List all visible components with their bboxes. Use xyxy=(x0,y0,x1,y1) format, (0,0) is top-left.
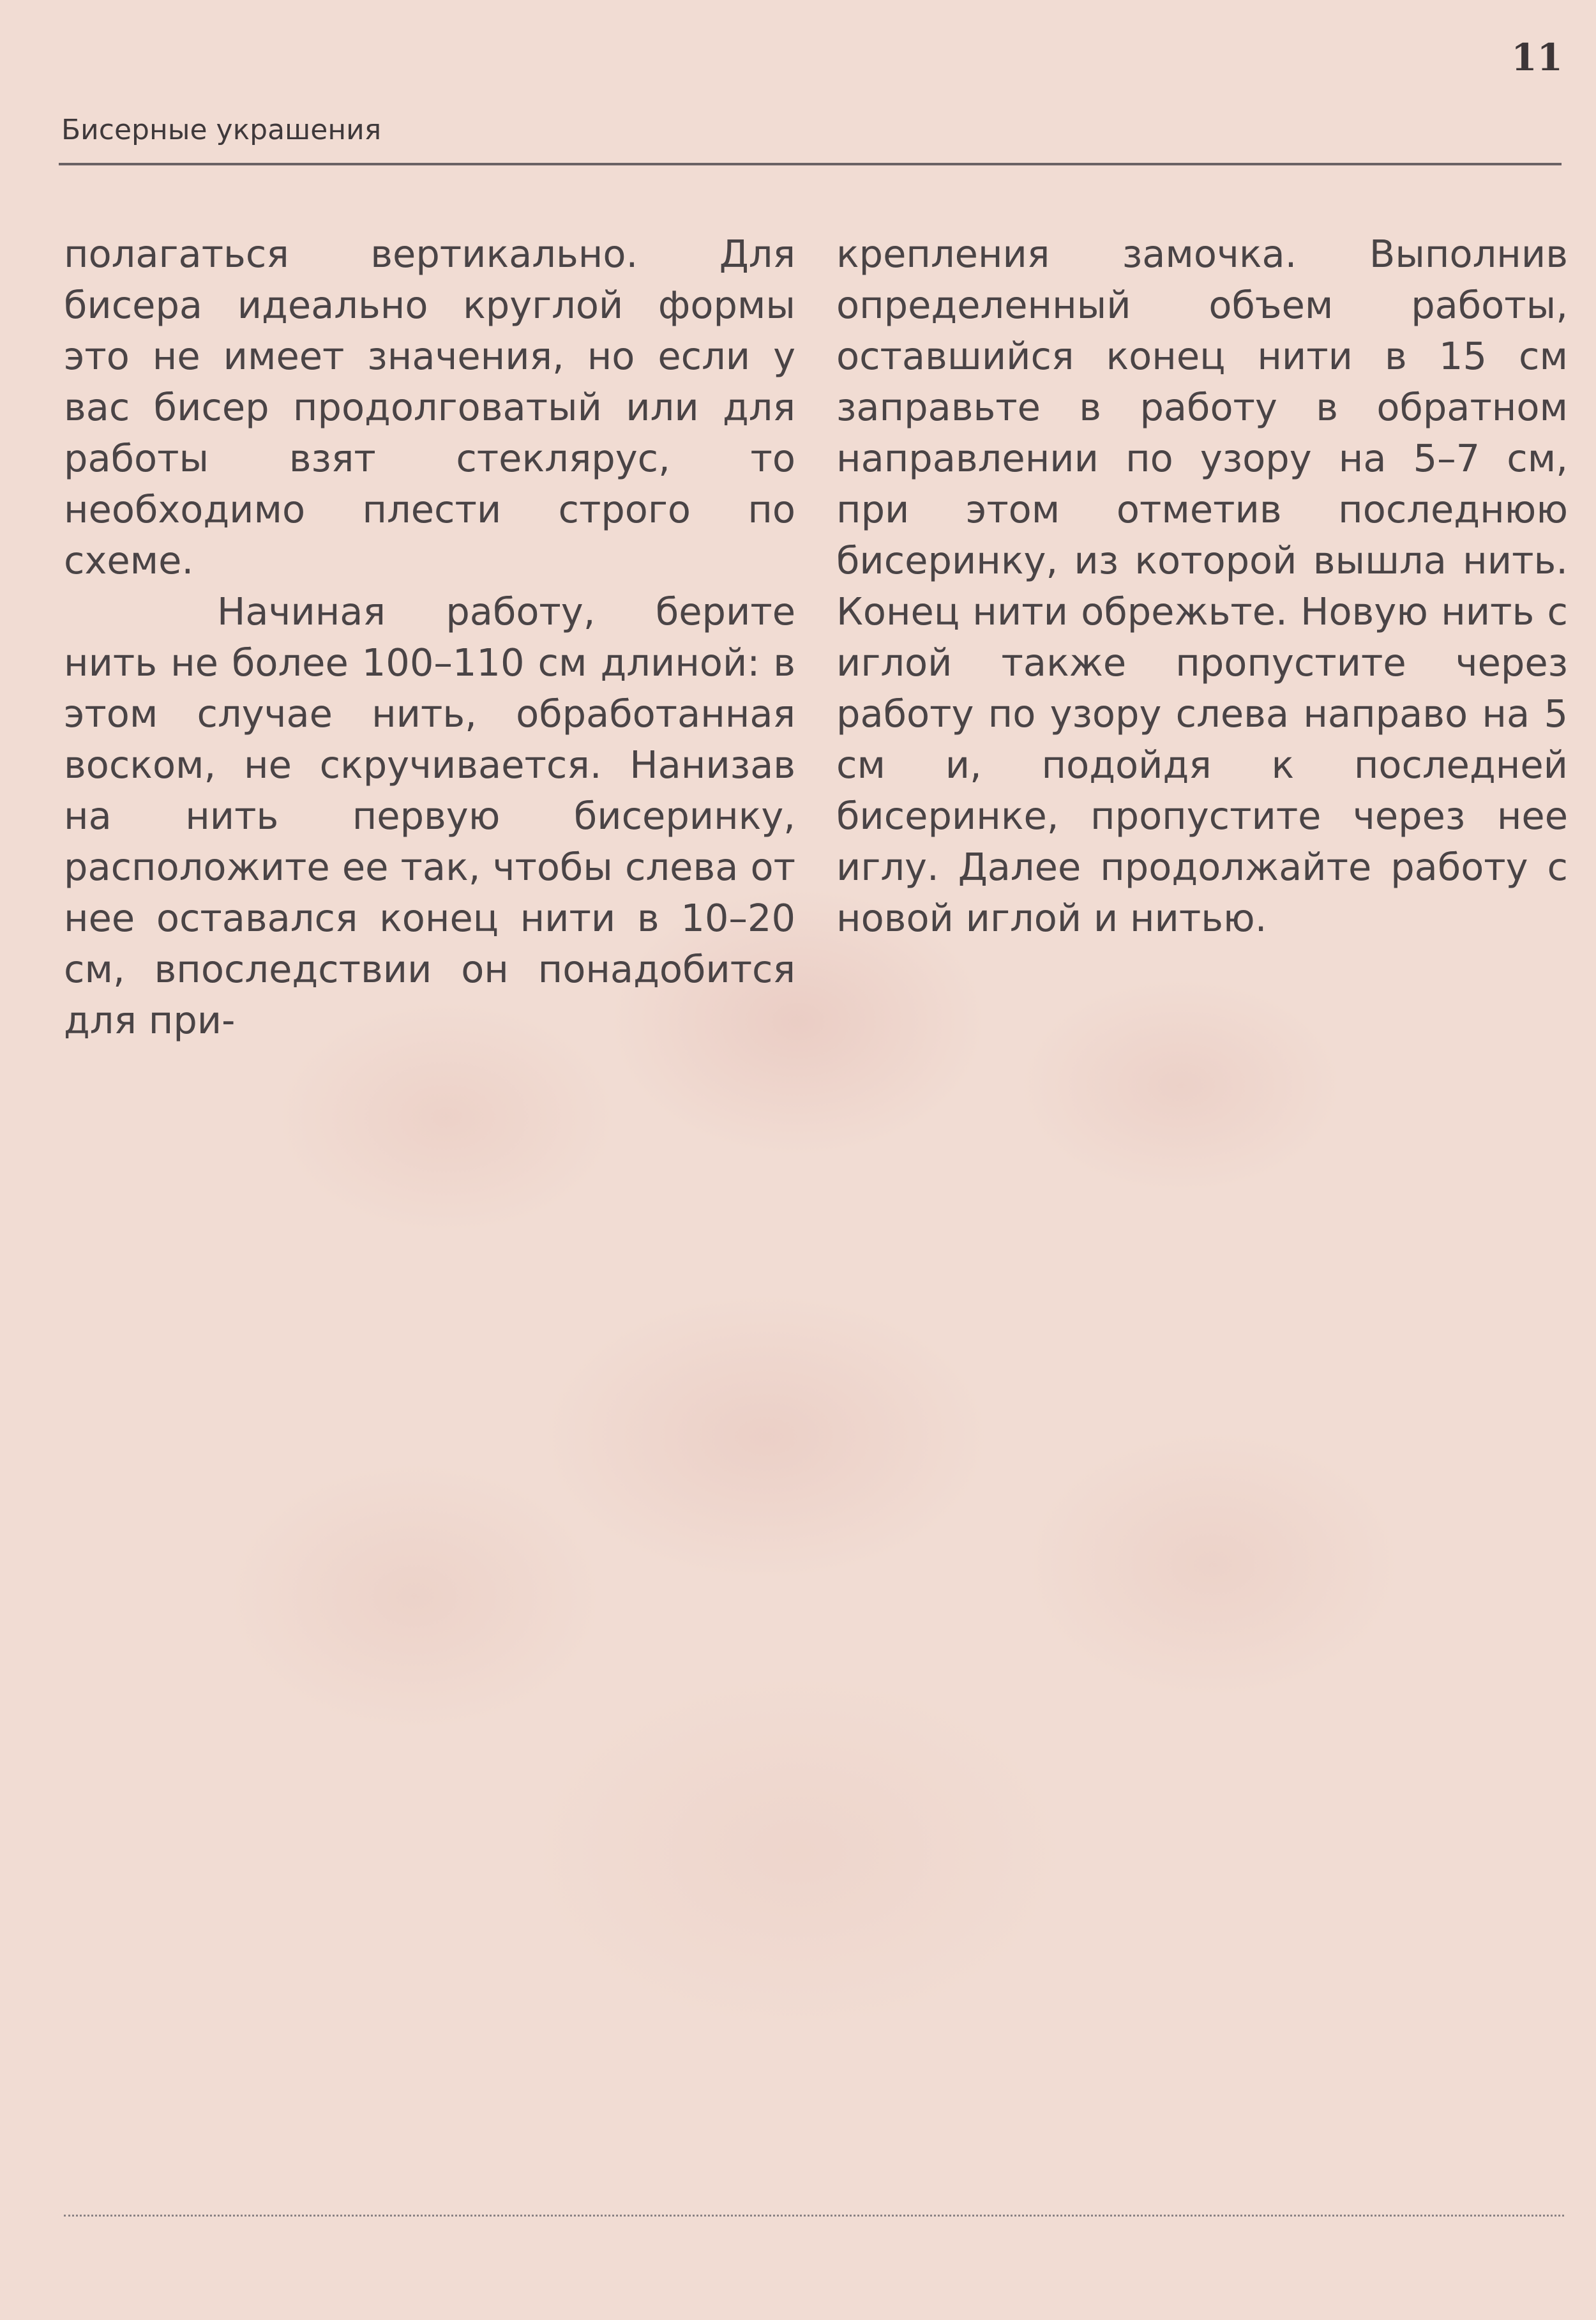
paragraph: крепления замочка. Выполнив определенный объем работы, оставшийся конец нити в 15 см заправьте в работу в обратном направлении по узору на 5–7 см, при этом отметив последнюю бисеринку, из которой вышла нить. Конец нити обрежьте. Новую нить с иглой также пропустите через работу по узору слева направо на 5 см и, подойдя к последней бисеринке, пропустите через нее иглу. Далее продолжайте работу с новой иглой и нитью. xyxy=(836,232,1568,940)
footer-divider xyxy=(64,2215,1564,2217)
right-text-column xyxy=(836,229,1568,944)
left-text-column xyxy=(64,229,795,1046)
paragraph: Начиная работу, берите нить не более 100–110 см длиной: в этом случае нить, обработанная воском, не скручивается. Нанизав на нить первую бисеринку, расположите ее так, чтобы слева от нее оставался конец нити в 10–20 см, впоследствии он понадобится для при- xyxy=(64,589,795,1042)
paragraph: полагаться вертикально. Для бисера идеально круглой формы это не имеет значения, но если у вас бисер продолговатый или для работы взят стеклярус, то необходимо плести строго по схеме. xyxy=(64,232,795,582)
header-divider xyxy=(59,163,1562,165)
running-title: Бисерные украшения xyxy=(61,114,382,146)
page-number: 11 xyxy=(1511,36,1563,79)
